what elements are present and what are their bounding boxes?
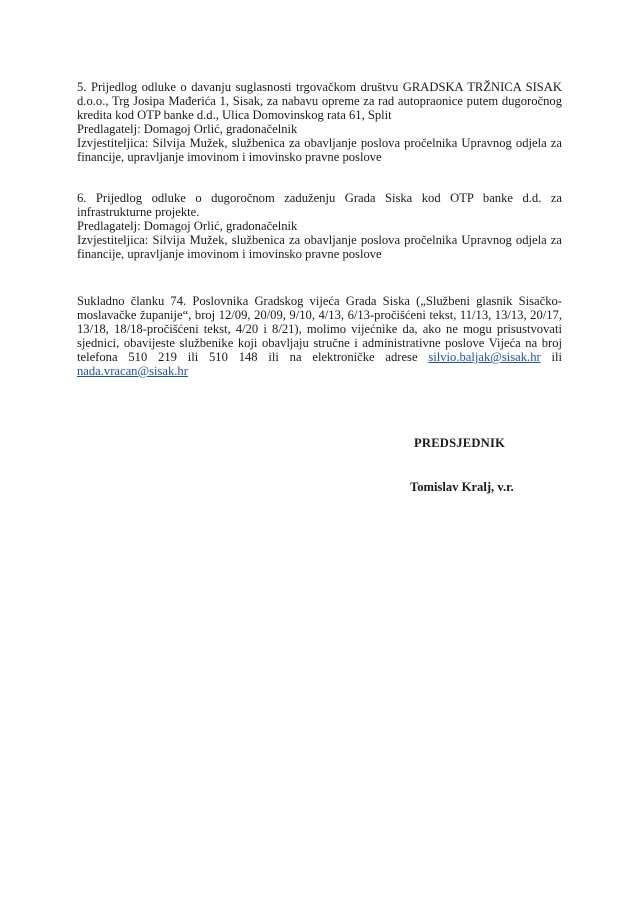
email-link-silvio-baljak[interactable]: silvio.baljak@sisak.hr	[428, 350, 541, 364]
agenda-item-heading: 6. Prijedlog odluke o dugoročnom zaduženju Grada Siska kod OTP banke d.d. za infrastrukturne projekte.	[77, 191, 562, 219]
agenda-item-5	[77, 80, 562, 164]
email-link-nada-vracan[interactable]: nada.vracan@sisak.hr	[77, 364, 188, 378]
notice-text: Sukladno članku 74. Poslovnika Gradskog vijeća Grada Siska („Službeni glasnik Sisačko-moslavačke županije“, broj 12/09, 20/09, 9/10, 4/13, 6/13-pročišćeni tekst, 11/13, 13/13, 20/17, 13/18, 18/18-pročišćeni tekst, 4/20 i 8/21), molimo vijećnike da, ako ne mogu prisustvovati sjednici, obavijeste službenike koji obavljaju stručne i administrativne poslove Vijeća na broj telefona 510 219 ili 510 148 ili na elektroničke adrese	[77, 294, 562, 364]
agenda-item-proposer: Predlagatelj: Domagoj Orlić, gradonačelnik	[77, 122, 298, 136]
signature-name: Tomislav Kralj, v.r.	[410, 480, 514, 494]
agenda-item-proposer: Predlagatelj: Domagoj Orlić, gradonačelnik	[77, 219, 298, 233]
agenda-item-rapporteur: Izvjestiteljica: Silvija Mužek, službenica za obavljanje poslova pročelnika Upravnog odjela za financije, upravljanje imovinom i imovinsko pravne poslove	[77, 136, 562, 164]
agenda-item-6	[77, 191, 562, 261]
notice-connector: ili	[551, 350, 562, 364]
signature-title: PREDSJEDNIK	[414, 436, 506, 450]
attendance-notice	[77, 294, 562, 378]
agenda-item-rapporteur: Izvjestiteljica: Silvija Mužek, službenica za obavljanje poslova pročelnika Upravnog odjela za financije, upravljanje imovinom i imovinsko pravne poslove	[77, 233, 562, 261]
agenda-item-heading: 5. Prijedlog odluke o davanju suglasnosti trgovačkom društvu GRADSKA TRŽNICA SISAK d.o.o., Trg Josipa Mađerića 1, Sisak, za nabavu opreme za rad autopraonice putem dugoročnog kredita kod OTP banke d.d., Ulica Domovinskog rata 61, Split	[77, 80, 562, 122]
